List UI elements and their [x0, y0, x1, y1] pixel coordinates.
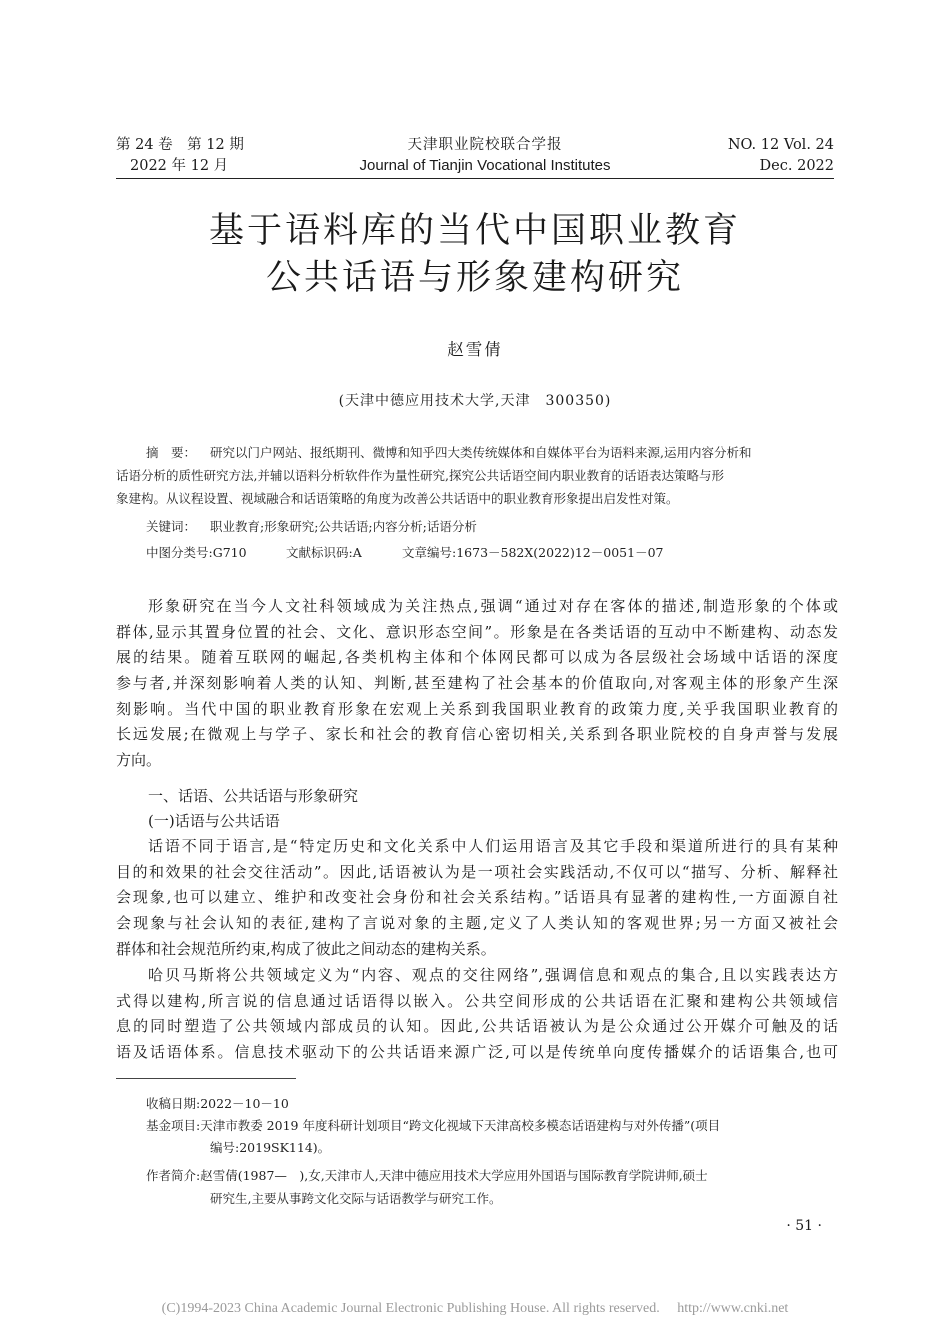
- keywords-value: 职业教育;形象研究;公共话语;内容分析;话语分析: [210, 519, 477, 534]
- body-line: 形象研究在当今人文社科领域成为关注热点,强调“通过对存在客体的描述,制造形象的个体或: [148, 597, 838, 615]
- body-line: 话语不同于语言,是“特定历史和文化关系中人们运用语言及其它手段和渠道所进行的具有某种: [148, 837, 838, 855]
- body-line: 参与者,并深刻影响着人类的认知、判断,甚至建构了社会基本的价值取向,对客观主体的形象产生深: [116, 674, 838, 693]
- author-affiliation: (天津中德应用技术大学,天津 300350): [338, 393, 612, 409]
- footnote-received-date: 收稿日期:2022－10－10: [146, 1096, 289, 1111]
- copyright-footer: (C)1994-2023 China Academic Journal Electronic Publishing House. All rights reserved. http://www.cnki.net: [161, 1301, 789, 1316]
- body-line: 会现象,也可以建立、维护和改变社会身份和社会关系结构。”话语具有显著的建构性,一方面源自社: [116, 888, 838, 907]
- body-line: 目的和效果的社会交往活动”。因此,话语被认为是一项社会实践活动,不仅可以“描写、分析、解释社: [116, 862, 838, 881]
- footnote-rule: [116, 1078, 296, 1079]
- footnote-fund-line-2: 编号:2019SK114)。: [210, 1140, 331, 1155]
- footnote-fund-line-1: 基金项目:天津市教委 2019 年度科研计划项目“跨文化视域下天津高校多模态话语建构与对外传播”(项目: [146, 1118, 721, 1133]
- body-paragraph-1: [116, 594, 838, 774]
- body-line: 式得以建构,所言说的信息通过话语得以嵌入。公共空间形成的公共话语在汇聚和建构公共领域信: [116, 991, 838, 1010]
- subsection-heading-1: (一)话语与公共话语: [148, 812, 280, 830]
- body-paragraph-3: [116, 963, 838, 1066]
- header-issue-en: NO. 12 Vol. 24: [727, 137, 834, 153]
- footnote-bio-line-1: 作者简介:赵雪倩(1987— ),女,天津市人,天津中德应用技术大学应用外国语与国际教育学院讲师,硕士: [146, 1168, 708, 1183]
- body-line: 群体,显示其置身位置的社会、文化、意识形态空间”。形象是在各类话语的互动中不断建构、动态发: [116, 622, 838, 641]
- keywords-label: 关键词：: [146, 519, 197, 534]
- body-line: 刻影响。当代中国的职业教育形象在宏观上关系到我国职业教育的政策力度,关乎我国职业教育的: [116, 699, 838, 718]
- article-number: 文章编号:1673－582X(2022)12－0051－07: [402, 545, 664, 560]
- header-journal-en: Journal of Tianjin Vocational Institutes: [359, 157, 611, 174]
- author-name: 赵雪倩: [447, 340, 503, 359]
- section-heading-1: 一、话语、公共话语与形象研究: [148, 787, 359, 805]
- body-line: 息的同时塑造了公共领域内部成员的认知。因此,公共话语被认为是公众通过公开媒介可触及的话: [116, 1017, 838, 1036]
- body-line: 语及话语体系。信息技术驱动下的公共话语来源广泛,可以是传统单向度传播媒介的话语集合,也可: [116, 1043, 838, 1062]
- body-line: 群体和社会规范所约束,构成了彼此之间动态的建构关系。: [116, 939, 496, 958]
- abstract-line-3: 象建构。从议程设置、视域融合和话语策略的角度为改善公共话语中的职业教育形象提出启发性对策。: [116, 491, 679, 506]
- document-code: 文献标识码:A: [286, 545, 362, 560]
- header-date-en: Dec. 2022: [759, 158, 834, 174]
- body-paragraph-2: [116, 834, 838, 962]
- body-line: 长远发展;在微观上与学子、家长和社会的教育信心密切相关,关系到各职业院校的自身声誉与发展: [116, 725, 838, 744]
- abstract-label: 摘 要：: [146, 445, 197, 460]
- abstract-line-2: 话语分析的质性研究方法,并辅以语料分析软件作为量性研究,探究公共话语空间内职业教育的话语表达策略与形: [116, 468, 724, 483]
- header-date-cn: 2022 年 12 月: [130, 158, 229, 174]
- body-line: 展的结果。随着互联网的崛起,各类机构主体和个体网民都可以成为各层级社会场域中话语的深度: [116, 648, 838, 667]
- clc-number: 中图分类号:G710: [146, 545, 247, 560]
- footnote-bio-line-2: 研究生,主要从事跨文化交际与话语教学与研究工作。: [210, 1191, 502, 1206]
- body-line: 哈贝马斯将公共领域定义为“内容、观点的交往网络”,强调信息和观点的集合,且以实践表达方: [148, 966, 838, 984]
- article-title-line2: 公共话语与形象建构研究: [265, 258, 684, 298]
- header-rule: [116, 178, 834, 179]
- article-title-line1: 基于语料库的当代中国职业教育: [208, 211, 741, 251]
- page-number: · 51 ·: [786, 1218, 822, 1234]
- body-line: 会现象与社会认知的表征,建构了言说对象的主题,定义了人类认知的客观世界;另一方面又被社会: [116, 914, 838, 933]
- header-journal-cn: 天津职业院校联合学报: [407, 137, 563, 153]
- header-volume-issue: 第 24 卷 第 12 期: [116, 137, 244, 153]
- body-line: 方向。: [116, 751, 162, 770]
- abstract-line-1: 研究以门户网站、报纸期刊、微博和知乎四大类传统媒体和自媒体平台为语料来源,运用内容分析和: [210, 445, 752, 460]
